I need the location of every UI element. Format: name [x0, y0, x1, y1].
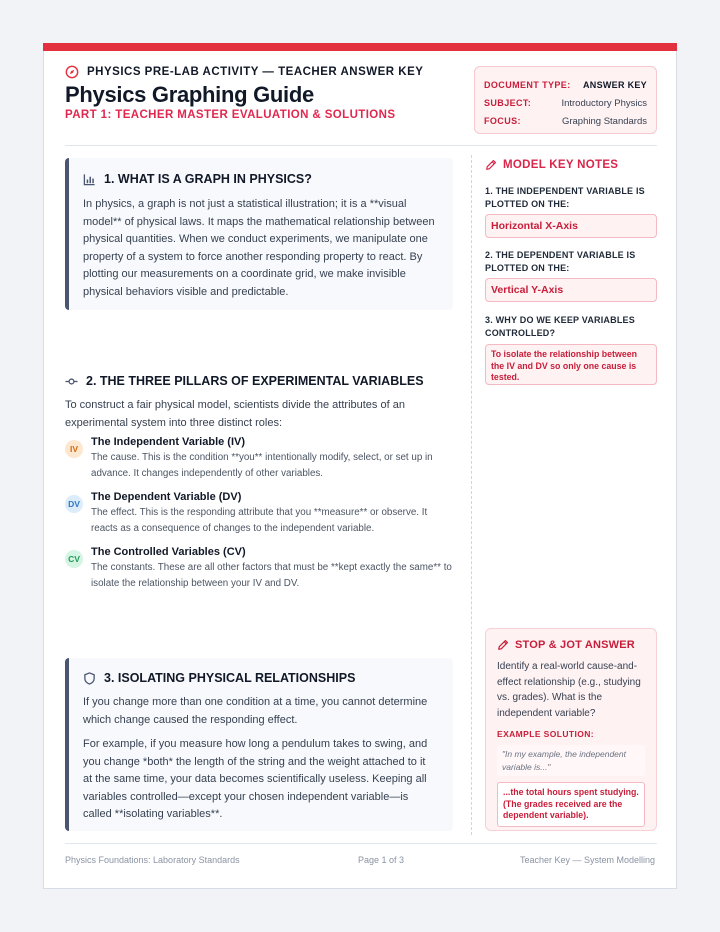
jot-heading-text: STOP & JOT ANSWER [515, 639, 635, 651]
section-isolating-relationships [65, 658, 453, 831]
meta-row-subject [484, 94, 647, 112]
accent-top-bar [43, 43, 677, 51]
meta-label: DOCUMENT TYPE: [484, 80, 571, 90]
meta-value: Graphing Standards [561, 115, 647, 127]
kicker-text: PHYSICS PRE-LAB ACTIVITY — TEACHER ANSWER KEY [87, 66, 424, 78]
column-divider [471, 155, 472, 835]
page-title: Physics Graphing Guide [65, 82, 314, 107]
section-heading-text: 3. ISOLATING PHYSICAL RELATIONSHIPS [104, 671, 356, 685]
section-body: In physics, a graph is not just a statistical illustration; it is a **visual model** of physical laws. It maps the mathematical relationship between physical quantities. When we conduct experiments, we manipulate one property of a system to force another responding property to react. By plotting our measurements on a coordinate grid, we make invisible physical behaviors visible and predictable. [83, 198, 435, 298]
key-question: 1. THE INDEPENDENT VARIABLE IS PLOTTED ON THE: [485, 186, 645, 209]
pillar-badge: IV [65, 440, 83, 458]
pillar-description: The effect. This is the responding attribute that you **measure** or observe. It reacts as a consequence of changes to the independent variable. [91, 507, 428, 534]
pencil-icon [497, 639, 509, 651]
page-subtitle: PART 1: TEACHER MASTER EVALUATION & SOLUTIONS [65, 109, 396, 121]
section-three-pillars-heading [65, 374, 424, 388]
jot-prompt: Identify a real-world cause-and-effect relationship (e.g., studying vs. grades). What is the independent variable? [497, 661, 641, 719]
section-paragraph: If you change more than one condition at a time, you cannot determine which change caused the responding effect. [83, 696, 428, 726]
pencil-icon [485, 159, 497, 171]
section-what-is-a-graph [65, 158, 453, 310]
jot-solution-label: EXAMPLE SOLUTION: [497, 729, 594, 739]
commit-node-icon [65, 375, 78, 388]
section-paragraph: For example, if you measure how long a pendulum takes to swing, and you change *both* the length of the string and the weight attached to it at the same time, your data becomes scientifically useless. Keeping all variables controlled—except your chosen independent variable—is called **isolating variables**. [83, 738, 428, 820]
pillar-badge: DV [65, 495, 83, 513]
pillar-description: The constants. These are all other factors that must be **kept exactly the same** to isolate the relationship between your IV and DV. [91, 562, 452, 589]
pillar-title: The Controlled Variables (CV) [91, 546, 246, 558]
header-kicker [65, 65, 423, 79]
key-answer: Vertical Y-Axis [485, 278, 657, 302]
bar-chart-icon [83, 173, 96, 186]
answer-key-page [43, 43, 677, 889]
footer-divider [65, 843, 657, 844]
jot-answer: ...the total hours spent studying. (The grades received are the dependent variable). [497, 782, 645, 827]
footer-left: Physics Foundations: Laboratory Standards [65, 855, 240, 865]
pillar-controlled-variables [65, 546, 455, 592]
header-divider [65, 145, 657, 146]
shield-icon [83, 672, 96, 685]
section-intro: To construct a fair physical model, scientists divide the attributes of an experimental system into three distinct roles: [65, 399, 405, 429]
footer-page-number: Page 1 of 3 [358, 855, 405, 865]
pillar-independent-variable [65, 436, 455, 482]
footer-right: Teacher Key — System Modelling [519, 855, 655, 865]
key-answer: To isolate the relationship between the IV and DV so only one cause is tested. [485, 344, 657, 385]
meta-row-focus [484, 112, 647, 130]
section-heading-text: 1. WHAT IS A GRAPH IN PHYSICS? [104, 172, 312, 186]
pillar-dependent-variable [65, 491, 455, 537]
pillar-description: The cause. This is the condition **you** intentionally modify, select, or set up in advance. It changes independently of other variables. [91, 452, 433, 479]
key-question: 2. THE DEPENDENT VARIABLE IS PLOTTED ON THE: [485, 250, 636, 273]
model-key-heading-text: MODEL KEY NOTES [503, 159, 619, 171]
key-answer: Horizontal X-Axis [485, 214, 657, 238]
stop-and-jot-box [485, 628, 657, 831]
pillar-badge: CV [65, 550, 83, 568]
meta-value: Introductory Physics [561, 97, 647, 109]
meta-value: ANSWER KEY [582, 80, 647, 90]
document-meta-box [474, 66, 657, 134]
section-heading [83, 172, 437, 186]
meta-label: FOCUS: [484, 116, 521, 126]
key-question: 3. WHY DO WE KEEP VARIABLES CONTROLLED? [485, 315, 635, 338]
pillar-title: The Dependent Variable (DV) [91, 491, 242, 503]
meta-label: SUBJECT: [484, 98, 532, 108]
model-key-heading [485, 159, 618, 171]
section-heading [83, 671, 437, 685]
jot-example: "In my example, the independent variable is..." [497, 745, 645, 776]
meta-row-document-type [484, 76, 647, 94]
pillar-title: The Independent Variable (IV) [91, 436, 246, 448]
compass-icon [65, 65, 79, 79]
jot-heading [497, 639, 645, 651]
section-heading-text: 2. THE THREE PILLARS OF EXPERIMENTAL VARIABLES [86, 374, 424, 388]
